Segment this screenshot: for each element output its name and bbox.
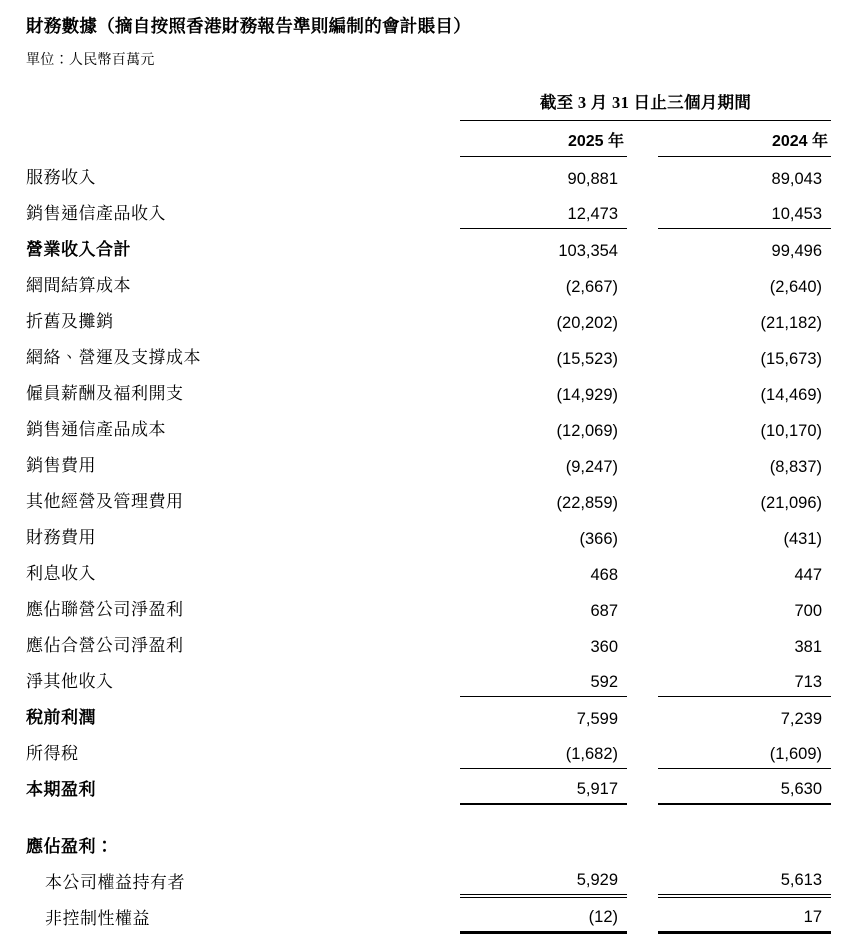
column-gap bbox=[627, 301, 658, 337]
table-row bbox=[26, 157, 831, 193]
table-row bbox=[26, 553, 831, 589]
column-gap bbox=[627, 862, 658, 898]
row-label: 淨其他收入 bbox=[26, 672, 114, 691]
table-row bbox=[26, 373, 831, 409]
column-gap bbox=[627, 826, 658, 862]
period-header-row bbox=[26, 89, 831, 121]
table-row bbox=[26, 301, 831, 337]
year-header-2025: 2025 年 bbox=[460, 121, 627, 157]
row-label: 本公司權益持有者 bbox=[45, 873, 185, 892]
value-2025: 103,354 bbox=[558, 242, 618, 260]
financial-table bbox=[26, 89, 831, 934]
value-2025: (15,523) bbox=[556, 350, 618, 368]
row-label: 應佔盈利： bbox=[26, 837, 114, 856]
row-label: 應佔聯營公司淨盈利 bbox=[26, 600, 184, 619]
table-row bbox=[26, 589, 831, 625]
value-2025: 90,881 bbox=[567, 170, 618, 188]
financial-table-body bbox=[26, 157, 831, 934]
column-gap bbox=[627, 157, 658, 193]
column-gap bbox=[627, 553, 658, 589]
value-2024 bbox=[658, 826, 831, 862]
value-2024: (21,182) bbox=[760, 314, 822, 332]
value-2025: (20,202) bbox=[556, 314, 618, 332]
value-2024: (14,469) bbox=[760, 386, 822, 404]
table-row bbox=[26, 898, 831, 934]
value-2024: 713 bbox=[658, 661, 831, 697]
value-2024: (1,609) bbox=[658, 733, 831, 769]
row-label: 服務收入 bbox=[26, 168, 96, 187]
unit-note: 單位：人民幣百萬元 bbox=[26, 53, 155, 68]
row-label: 其他經營及管理費用 bbox=[26, 492, 184, 511]
value-2025: (9,247) bbox=[565, 458, 618, 476]
column-gap bbox=[627, 445, 658, 481]
column-gap bbox=[627, 373, 658, 409]
table-row bbox=[26, 661, 831, 697]
value-2024: (2,640) bbox=[769, 278, 822, 296]
value-2025: (1,682) bbox=[460, 733, 627, 769]
value-2024: 10,453 bbox=[658, 193, 831, 229]
value-2024: 381 bbox=[794, 638, 822, 656]
period-header-spacer bbox=[26, 89, 460, 121]
column-gap bbox=[627, 898, 658, 934]
column-gap bbox=[627, 193, 658, 229]
value-2025: (2,667) bbox=[565, 278, 618, 296]
value-2024: 5,630 bbox=[658, 769, 831, 805]
value-2024: (8,837) bbox=[769, 458, 822, 476]
value-2025: (22,859) bbox=[556, 494, 618, 512]
value-2024: (431) bbox=[783, 530, 822, 548]
table-row bbox=[26, 517, 831, 553]
row-label: 應佔合營公司淨盈利 bbox=[26, 636, 184, 655]
column-gap bbox=[627, 517, 658, 553]
table-row bbox=[26, 826, 831, 862]
column-gap bbox=[627, 265, 658, 301]
table-row bbox=[26, 337, 831, 373]
column-gap bbox=[627, 589, 658, 625]
row-label: 網間結算成本 bbox=[26, 276, 131, 295]
column-gap bbox=[627, 481, 658, 517]
table-row bbox=[26, 697, 831, 733]
row-label: 銷售費用 bbox=[26, 456, 96, 475]
year-header-2024: 2024 年 bbox=[658, 121, 831, 157]
value-2025: 7,599 bbox=[576, 710, 618, 728]
table-row bbox=[26, 193, 831, 229]
value-2024: 7,239 bbox=[780, 710, 822, 728]
table-row bbox=[26, 625, 831, 661]
value-2025: 5,929 bbox=[460, 862, 627, 898]
column-gap bbox=[627, 409, 658, 445]
value-2025: (12,069) bbox=[556, 422, 618, 440]
row-label: 銷售通信產品成本 bbox=[26, 420, 166, 439]
row-label: 利息收入 bbox=[26, 564, 96, 583]
year-header-spacer bbox=[26, 121, 460, 157]
period-header: 截至 3 月 31 日止三個月期間 bbox=[460, 89, 831, 121]
value-2025: 12,473 bbox=[460, 193, 627, 229]
row-label: 僱員薪酬及福利開支 bbox=[26, 384, 184, 403]
value-2025: 360 bbox=[590, 638, 618, 656]
value-2024: 700 bbox=[794, 602, 822, 620]
value-2024: 99,496 bbox=[771, 242, 822, 260]
row-label: 非控制性權益 bbox=[45, 909, 150, 928]
value-2024: 89,043 bbox=[771, 170, 822, 188]
value-2025: (366) bbox=[579, 530, 618, 548]
value-2025: 592 bbox=[460, 661, 627, 697]
value-2025: (12) bbox=[460, 898, 627, 934]
value-2025: (14,929) bbox=[556, 386, 618, 404]
column-gap bbox=[627, 697, 658, 733]
column-gap bbox=[627, 337, 658, 373]
column-gap bbox=[627, 769, 658, 805]
year-header-row bbox=[26, 121, 831, 157]
page-title: 財務數據（摘自按照香港財務報告準則編制的會計賬目） bbox=[26, 16, 471, 36]
value-2024: 17 bbox=[658, 898, 831, 934]
value-2025: 468 bbox=[590, 566, 618, 584]
row-label: 銷售通信產品收入 bbox=[26, 204, 166, 223]
column-gap bbox=[627, 229, 658, 265]
value-2024: (15,673) bbox=[760, 350, 822, 368]
table-row bbox=[26, 769, 831, 805]
table-row bbox=[26, 229, 831, 265]
row-label: 營業收入合計 bbox=[26, 240, 131, 259]
value-2024: (21,096) bbox=[760, 494, 822, 512]
value-2025: 5,917 bbox=[460, 769, 627, 805]
table-row bbox=[26, 862, 831, 898]
table-row bbox=[26, 481, 831, 517]
column-gap bbox=[627, 733, 658, 769]
row-label: 財務費用 bbox=[26, 528, 96, 547]
row-label: 稅前利潤 bbox=[26, 708, 96, 727]
value-2024: 447 bbox=[794, 566, 822, 584]
column-gap bbox=[627, 625, 658, 661]
column-gap bbox=[627, 661, 658, 697]
spacer-row bbox=[26, 805, 831, 826]
row-label: 折舊及攤銷 bbox=[26, 312, 114, 331]
year-header-gap bbox=[627, 121, 658, 157]
table-row bbox=[26, 409, 831, 445]
value-2025 bbox=[460, 826, 627, 862]
table-row bbox=[26, 733, 831, 769]
row-label: 所得稅 bbox=[26, 744, 79, 763]
table-row bbox=[26, 265, 831, 301]
value-2024: 5,613 bbox=[658, 862, 831, 898]
row-label: 網絡、營運及支撐成本 bbox=[26, 348, 201, 367]
row-label: 本期盈利 bbox=[26, 780, 96, 799]
value-2025: 687 bbox=[590, 602, 618, 620]
value-2024: (10,170) bbox=[760, 422, 822, 440]
table-row bbox=[26, 445, 831, 481]
